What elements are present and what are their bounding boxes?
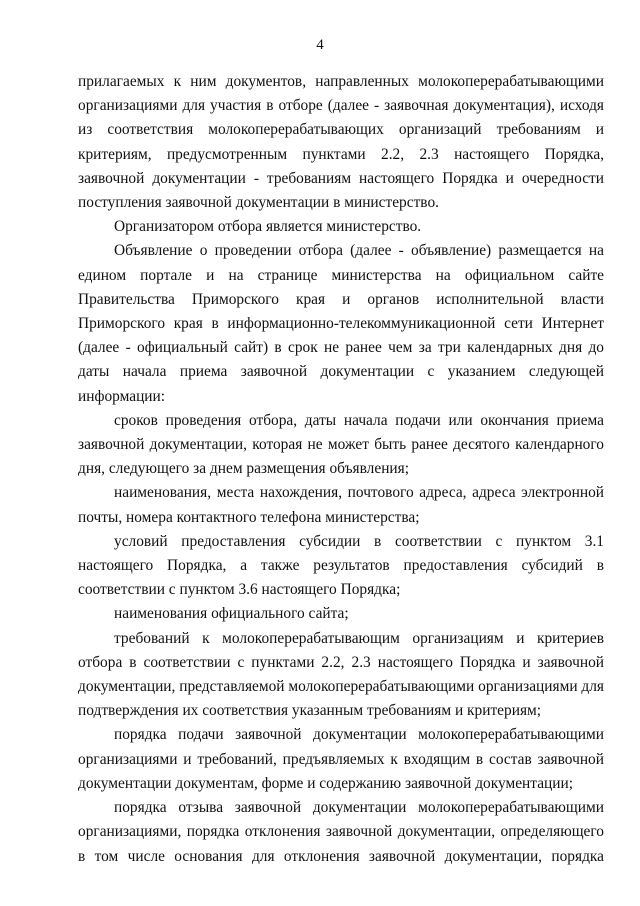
paragraph-continuation: прилагаемых к ним документов, направленных молокоперерабатывающими организациями для участия в отборе (далее - заявочная документация), исходя из соответствия молокоперерабатывающих организаций требованиям и критериям, предусмотренным пунктами 2.2, 2.3 настоящего Порядка, заявочной документации - требованиям настоящего Порядка и очередности поступления заявочной документации в министерство. xyxy=(78,73,604,212)
paragraph-list-item: порядка подачи заявочной документации молокоперерабатывающими организациями и требований, предъявляемых к входящим в состав заявочной документации документам, форме и содержанию заявочной документации; xyxy=(78,726,604,792)
paragraph-organizer: Организатором отбора является министерство. xyxy=(114,218,422,236)
body-text xyxy=(78,70,604,869)
paragraph-list-item: требований к молокоперерабатывающим организациям и критериев отбора в соответствии с пунктами 2.2, 2.3 настоящего Порядка и заявочной документации, представляемой молокоперерабатывающими организациями для подтверждения их соответствия указанным требованиям и критериям; xyxy=(78,629,605,720)
paragraph-announcement: Объявление о проведении отбора (далее - объявление) размещается на едином портале и на странице министерства на официальном сайте Правительства Приморского края и органов исполнительной власти Приморского края в информационно-телекоммуникационной сети Интернет (далее - официальный сайт) в срок не ранее чем за три календарных дня до даты начала приема заявочной документации с указанием следующей информации: xyxy=(78,242,604,405)
paragraph-list-item: сроков проведения отбора, даты начала подачи или окончания приема заявочной документации, которая не может быть ранее десятого календарного дня, следующего за днем размещения объявления; xyxy=(78,411,604,478)
page-number: 4 xyxy=(316,37,324,53)
paragraph-list-item: наименования, места нахождения, почтового адреса, адреса электронной почты, номера контактного телефона министерства; xyxy=(78,484,604,526)
paragraph-list-item: условий предоставления субсидии в соответствии с пунктом 3.1 настоящего Порядка, а также результатов предоставления субсидий в соответствии с пунктом 3.6 настоящего Порядка; xyxy=(78,532,604,599)
paragraph-list-item: наименования официального сайта; xyxy=(114,605,349,623)
paragraph-list-item: порядка отзыва заявочной документации молокоперерабатывающими организациями, порядка отклонения заявочной документации, определяющего в том числе основания для отклонения заявочной документации, порядка xyxy=(78,799,604,865)
